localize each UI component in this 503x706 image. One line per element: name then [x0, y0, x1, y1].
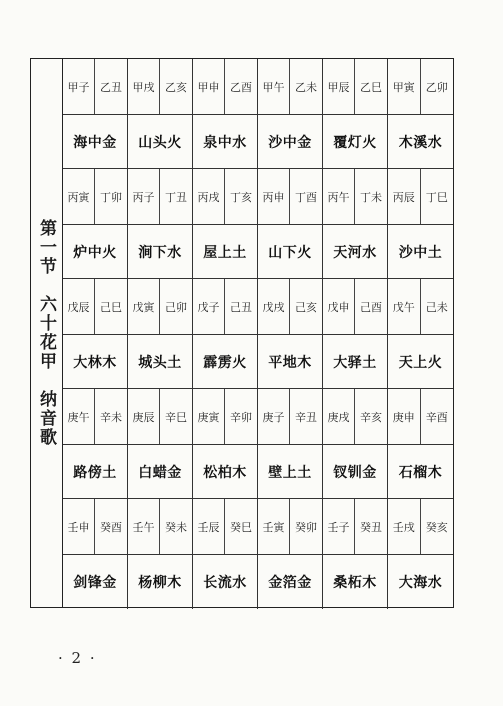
ganzhi-label: 辛未	[100, 410, 122, 424]
ganzhi-label: 甲辰	[323, 59, 355, 114]
ganzhi-label: 己亥	[295, 300, 317, 314]
ganzhi-label: 乙酉	[230, 80, 252, 94]
side-title: 第一节 六十花甲 纳音歌	[36, 219, 56, 447]
ganzhi-label: 甲申	[193, 59, 225, 114]
ganzhi-label: 辛酉	[425, 410, 448, 424]
ganzhi-pair-cell	[128, 169, 193, 225]
ganzhi-pair-cell	[193, 279, 258, 335]
ganzhi-label: 丙寅	[63, 169, 95, 224]
side-title-column	[31, 59, 63, 607]
ganzhi-label: 庚午	[63, 389, 95, 444]
ganzhi-pair-cell	[388, 59, 453, 115]
ganzhi-label: 丁丑	[165, 190, 187, 204]
ganzhi-label: 丁未	[360, 190, 382, 204]
nayin-name-row	[63, 225, 453, 279]
nayin-name-cell: 城头土	[128, 335, 193, 389]
ganzhi-pair-row	[63, 279, 453, 335]
nayin-name-row	[63, 335, 453, 389]
ganzhi-pair-cell	[193, 59, 258, 115]
ganzhi-label: 丁亥	[230, 190, 252, 204]
ganzhi-pair-cell	[193, 169, 258, 225]
ganzhi-pair-cell	[323, 279, 388, 335]
ganzhi-label: 戊戌	[258, 279, 290, 334]
ganzhi-pair-cell	[323, 499, 388, 555]
ganzhi-label: 庚子	[258, 389, 290, 444]
nayin-name-cell: 涧下水	[128, 225, 193, 279]
ganzhi-label: 辛卯	[230, 410, 252, 424]
ganzhi-label: 壬子	[323, 499, 355, 554]
nayin-name-cell: 山头火	[128, 115, 193, 169]
ganzhi-label: 辛亥	[360, 410, 382, 424]
ganzhi-label: 己巳	[100, 300, 122, 314]
nayin-name-cell: 桑柘木	[323, 555, 388, 609]
ganzhi-pair-cell	[128, 59, 193, 115]
ganzhi-pair-cell	[193, 499, 258, 555]
ganzhi-pair-cell	[63, 389, 128, 445]
nayin-name-cell: 木溪水	[388, 115, 453, 169]
nayin-name-cell: 壁上土	[258, 445, 323, 499]
ganzhi-pair-cell	[128, 279, 193, 335]
nayin-name-cell: 大驿土	[323, 335, 388, 389]
nayin-name-cell: 天上火	[388, 335, 453, 389]
nayin-name-row	[63, 445, 453, 499]
ganzhi-label: 壬辰	[193, 499, 225, 554]
ganzhi-pair-cell	[193, 389, 258, 445]
ganzhi-label: 戊辰	[63, 279, 95, 334]
ganzhi-label: 丙辰	[388, 169, 421, 224]
ganzhi-label: 乙亥	[165, 80, 187, 94]
nayin-name-cell: 泉中水	[193, 115, 258, 169]
page-number: · 2 ·	[58, 649, 97, 667]
ganzhi-label: 丙午	[323, 169, 355, 224]
ganzhi-pair-row	[63, 389, 453, 445]
nayin-name-cell: 山下火	[258, 225, 323, 279]
nayin-name-cell: 剑锋金	[63, 555, 128, 609]
ganzhi-label: 己丑	[230, 300, 252, 314]
ganzhi-pair-cell	[388, 279, 453, 335]
ganzhi-label: 甲寅	[388, 59, 421, 114]
ganzhi-pair-cell	[63, 169, 128, 225]
ganzhi-label: 己酉	[360, 300, 382, 314]
ganzhi-pair-row	[63, 169, 453, 225]
nayin-name-cell: 屋上土	[193, 225, 258, 279]
nayin-name-cell: 路傍土	[63, 445, 128, 499]
nayin-name-cell: 长流水	[193, 555, 258, 609]
nayin-name-cell: 炉中火	[63, 225, 128, 279]
nayin-name-cell: 霹雳火	[193, 335, 258, 389]
ganzhi-pair-row	[63, 499, 453, 555]
ganzhi-label: 丙子	[128, 169, 160, 224]
ganzhi-label: 庚寅	[193, 389, 225, 444]
ganzhi-label: 庚戌	[323, 389, 355, 444]
ganzhi-pair-cell	[128, 499, 193, 555]
nayin-name-cell: 钗钏金	[323, 445, 388, 499]
ganzhi-pair-cell	[258, 389, 323, 445]
ganzhi-label: 丙戌	[193, 169, 225, 224]
nayin-table-frame	[30, 58, 454, 608]
ganzhi-label: 戊申	[323, 279, 355, 334]
nayin-name-cell: 大海水	[398, 575, 443, 591]
ganzhi-pair-cell	[388, 169, 453, 225]
nayin-grid	[63, 59, 453, 607]
ganzhi-label: 己未	[425, 300, 448, 314]
ganzhi-label: 壬戌	[388, 499, 421, 554]
ganzhi-label: 甲午	[258, 59, 290, 114]
ganzhi-label: 乙未	[295, 80, 317, 94]
ganzhi-label: 庚申	[388, 389, 421, 444]
ganzhi-pair-cell	[258, 169, 323, 225]
ganzhi-pair-cell	[258, 59, 323, 115]
nayin-name-cell: 覆灯火	[323, 115, 388, 169]
ganzhi-label: 辛巳	[165, 410, 187, 424]
nayin-name-cell: 石榴木	[388, 445, 453, 499]
ganzhi-label: 丁卯	[100, 190, 122, 204]
ganzhi-pair-cell	[63, 499, 128, 555]
ganzhi-pair-cell	[63, 59, 128, 115]
ganzhi-pair-cell	[323, 389, 388, 445]
ganzhi-label: 壬寅	[258, 499, 290, 554]
ganzhi-label: 癸未	[165, 520, 187, 534]
ganzhi-label: 庚辰	[128, 389, 160, 444]
ganzhi-label: 壬申	[63, 499, 95, 554]
ganzhi-label: 戊寅	[128, 279, 160, 334]
nayin-name-cell: 沙中金	[258, 115, 323, 169]
nayin-name-cell: 沙中土	[388, 225, 453, 279]
ganzhi-pair-cell	[258, 279, 323, 335]
ganzhi-label: 癸丑	[360, 520, 382, 534]
ganzhi-pair-cell	[128, 389, 193, 445]
ganzhi-label: 辛丑	[295, 410, 317, 424]
nayin-name-cell: 大林木	[63, 335, 128, 389]
nayin-name-cell: 白蜡金	[128, 445, 193, 499]
ganzhi-label: 乙巳	[360, 80, 382, 94]
ganzhi-label: 癸亥	[425, 520, 448, 534]
nayin-name-cell: 平地木	[258, 335, 323, 389]
nayin-name-row	[63, 555, 453, 609]
ganzhi-pair-cell	[323, 169, 388, 225]
ganzhi-label: 壬午	[128, 499, 160, 554]
nayin-name-cell: 天河水	[323, 225, 388, 279]
ganzhi-pair-cell	[63, 279, 128, 335]
ganzhi-label: 乙卯	[425, 80, 448, 94]
ganzhi-pair-cell	[258, 499, 323, 555]
nayin-name-row	[63, 115, 453, 169]
ganzhi-label: 丁巳	[425, 190, 448, 204]
nayin-name-cell: 松柏木	[193, 445, 258, 499]
ganzhi-label: 癸酉	[100, 520, 122, 534]
ganzhi-label: 甲子	[63, 59, 95, 114]
nayin-name-cell: 金箔金	[258, 555, 323, 609]
nayin-name-cell: 海中金	[63, 115, 128, 169]
ganzhi-label: 癸巳	[230, 520, 252, 534]
ganzhi-label: 甲戌	[128, 59, 160, 114]
ganzhi-label: 戊子	[193, 279, 225, 334]
ganzhi-label: 乙丑	[100, 80, 122, 94]
ganzhi-pair-cell	[323, 59, 388, 115]
ganzhi-label: 癸卯	[295, 520, 317, 534]
ganzhi-pair-row	[63, 59, 453, 115]
ganzhi-label: 戊午	[388, 279, 421, 334]
ganzhi-pair-cell	[388, 499, 453, 555]
nayin-name-cell: 杨柳木	[128, 555, 193, 609]
ganzhi-pair-cell	[388, 389, 453, 445]
ganzhi-label: 丁酉	[295, 190, 317, 204]
ganzhi-label: 己卯	[165, 300, 187, 314]
ganzhi-label: 丙申	[258, 169, 290, 224]
